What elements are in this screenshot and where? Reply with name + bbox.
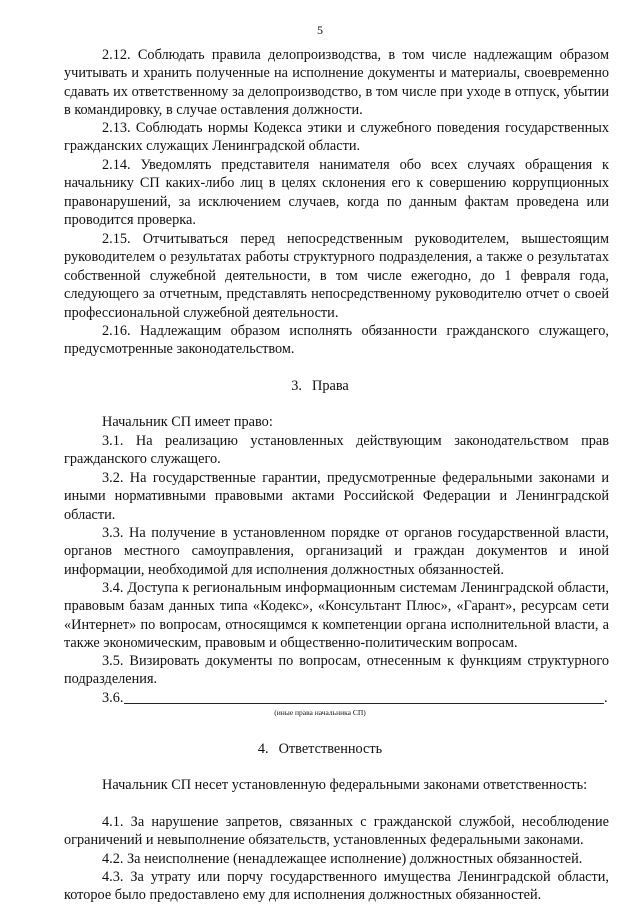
item-3-2: 3.2. На государственные гарантии, предусмотренные федеральными законами и иными нормативными правовыми актами Российской Федерации и Ленинградской области. xyxy=(64,470,609,523)
item-2-12: 2.12. Соблюдать правила делопроизводства, в том числе надлежащим образом учитывать и хранить полученные на исполнение документы и материалы, своевременно сдавать их ответственному за делопроизводство, в том числе при уходе в отпуск, убытии в командировку, в случае оставления должности. xyxy=(64,47,609,119)
section-4-number: 4. xyxy=(257,741,269,757)
item-3-6-caption: (иные права начальника СП) xyxy=(274,708,366,717)
section-3-intro: Начальник СП имеет право: xyxy=(102,414,273,430)
item-2-14: 2.14. Уведомлять представителя нанимателя обо всех случаях обращения к начальнику СП каких-либо лиц в целях склонения его к совершению коррупционных правонарушений, за исключением случаев, когда по данным фактам проведена или проводится проверка. xyxy=(64,157,609,229)
item-3-3: 3.3. На получение в установленном порядке от органов государственной власти, органов местного самоуправления, организаций и граждан документов и иной информации, необходимой для исполнения должностных обязанностей. xyxy=(64,525,609,578)
item-4-1: 4.1. За нарушение запретов, связанных с гражданской службой, несоблюдение ограничений и невыполнение обязательств, установленных федеральными законами. xyxy=(64,814,609,849)
item-3-6-end: . xyxy=(604,690,608,706)
item-4-2: 4.2. За неисполнение (ненадлежащее исполнение) должностных обязанностей. xyxy=(102,851,583,867)
item-3-1: 3.1. На реализацию установленных действующим законодательством прав гражданского служащего. xyxy=(64,433,609,468)
section-3-title: Права xyxy=(312,378,349,394)
item-2-16: 2.16. Надлежащим образом исполнять обязанности гражданского служащего, предусмотренные законодательством. xyxy=(64,323,609,358)
item-3-6-label: 3.6. xyxy=(102,690,124,706)
page-number: 5 xyxy=(317,23,323,37)
section-3-heading xyxy=(0,377,640,395)
fill-in-rule xyxy=(124,703,604,704)
section-4-title: Ответственность xyxy=(278,741,383,757)
item-2-15: 2.15. Отчитываться перед непосредственным руководителем, вышестоящим руководителем о результатах работы структурного подразделения, а также о результатах собственной служебной деятельности, в том числе ежегодно, до 1 февраля года, следующего за отчетным, представлять непосредственному руководителю отчет о своей профессиональной служебной деятельности. xyxy=(64,231,609,321)
item-3-5: 3.5. Визировать документы по вопросам, отнесенным к функциям структурного подразделения. xyxy=(64,653,609,688)
section-4-heading xyxy=(0,740,640,758)
section-3-number: 3. xyxy=(291,378,302,394)
item-3-4: 3.4. Доступа к региональным информационным системам Ленинградской области, правовым базам данных типа «Кодекс», «Консультант Плюс», «Гарант», ресурсам сети «Интернет» по вопросам, относящимся к компетенции органа исполнительной власти, а также экономическим, правовым и общественно-политическим вопросам. xyxy=(64,580,609,652)
item-2-13: 2.13. Соблюдать нормы Кодекса этики и служебного поведения государственных гражданских служащих Ленинградской области. xyxy=(64,120,609,155)
item-4-3: 4.3. За утрату или порчу государственного имущества Ленинградской области, которое было предоставлено ему для исполнения должностных обязанностей. xyxy=(64,869,609,904)
section-4-intro: Начальник СП несет установленную федеральными законами ответственность: xyxy=(102,777,588,793)
